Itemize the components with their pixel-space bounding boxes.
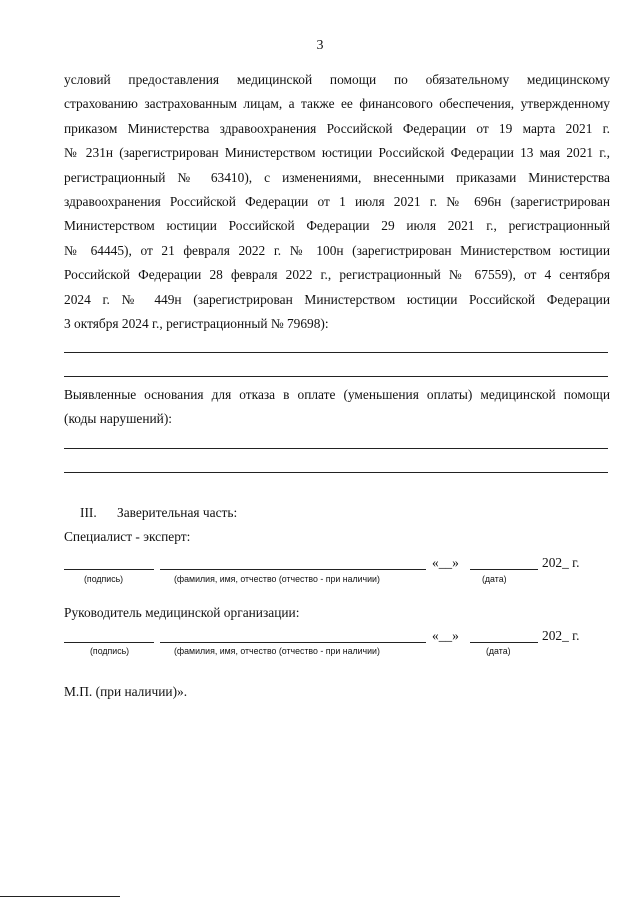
caption-signature: (подпись) [84, 574, 124, 584]
section-heading [80, 505, 237, 521]
body-line: условий предоставления медицинской помощи по обязательному медицинскому [64, 72, 610, 87]
body-line: Российской Федерации 28 февраля 2022 г., регистрационный № 67559), от 4 сентября [64, 267, 610, 283]
head-signature-row [64, 626, 588, 646]
blank-fill-line [64, 448, 608, 449]
body-line: приказом Министерства здравоохранения Российской Федерации от 19 марта 2021 г. [64, 120, 610, 136]
body-line: № 64445), от 21 февраля 2022 г. № 100н (зарегистрирован Министерством юстиции [64, 242, 610, 258]
year-label: 202_ г. [542, 628, 580, 643]
day-quote: «__» [432, 628, 459, 643]
expert-label: Специалист - эксперт: [64, 529, 191, 544]
caption-signature: (подпись) [90, 646, 130, 656]
date-field[interactable] [470, 642, 538, 643]
grounds-line: Выявленные основания для отказа в оплате (уменьшения оплаты) медицинской помощи [64, 387, 610, 402]
signature-field[interactable] [64, 642, 154, 643]
full-name-field[interactable] [160, 569, 426, 570]
head-label: Руководитель медицинской организации: [64, 605, 300, 620]
body-line: 2024 г. № 449н (зарегистрирован Министерством юстиции Российской Федерации [64, 291, 610, 307]
blank-fill-line [64, 352, 608, 353]
grounds-line: (коды нарушений): [64, 411, 173, 427]
date-field[interactable] [470, 569, 538, 570]
body-line: № 231н (зарегистрирован Министерством юстиции Российской Федерации 13 мая 2021 г., [64, 145, 610, 161]
caption-date: (дата) [482, 574, 507, 584]
body-line: регистрационный № 63410), с изменениями, внесенными приказами Министерства [64, 169, 610, 185]
day-quote: «__» [432, 555, 459, 570]
body-paragraph [64, 68, 610, 336]
caption-date: (дата) [486, 646, 511, 656]
signature-field[interactable] [64, 569, 154, 570]
caption-full-name: (фамилия, имя, отчество (отчество - при наличии) [174, 574, 380, 584]
page-number: 3 [316, 38, 324, 53]
year-label: 202_ г. [542, 555, 580, 570]
blank-fill-line [64, 376, 608, 377]
body-line: страхованию застрахованным лицам, а также ее финансового обеспечения, утвержденному [64, 96, 610, 112]
grounds-paragraph [64, 383, 610, 432]
body-line: 3 октября 2024 г., регистрационный № 79698): [64, 316, 329, 332]
full-name-field[interactable] [160, 642, 426, 643]
stamp-line: М.П. (при наличии)». [64, 684, 188, 699]
section-number: III. [80, 505, 97, 520]
blank-fill-line [64, 472, 608, 473]
section-title: Заверительная часть: [117, 505, 238, 520]
body-line: здравоохранения Российской Федерации от 1 июля 2021 г. № 696н (зарегистрирован [64, 194, 610, 210]
expert-signature-row [64, 553, 588, 573]
footer-rule [0, 896, 120, 897]
body-line: Министерством юстиции Российской Федерации 29 июля 2021 г., регистрационный [64, 218, 610, 234]
caption-full-name: (фамилия, имя, отчество (отчество - при наличии) [174, 646, 380, 656]
